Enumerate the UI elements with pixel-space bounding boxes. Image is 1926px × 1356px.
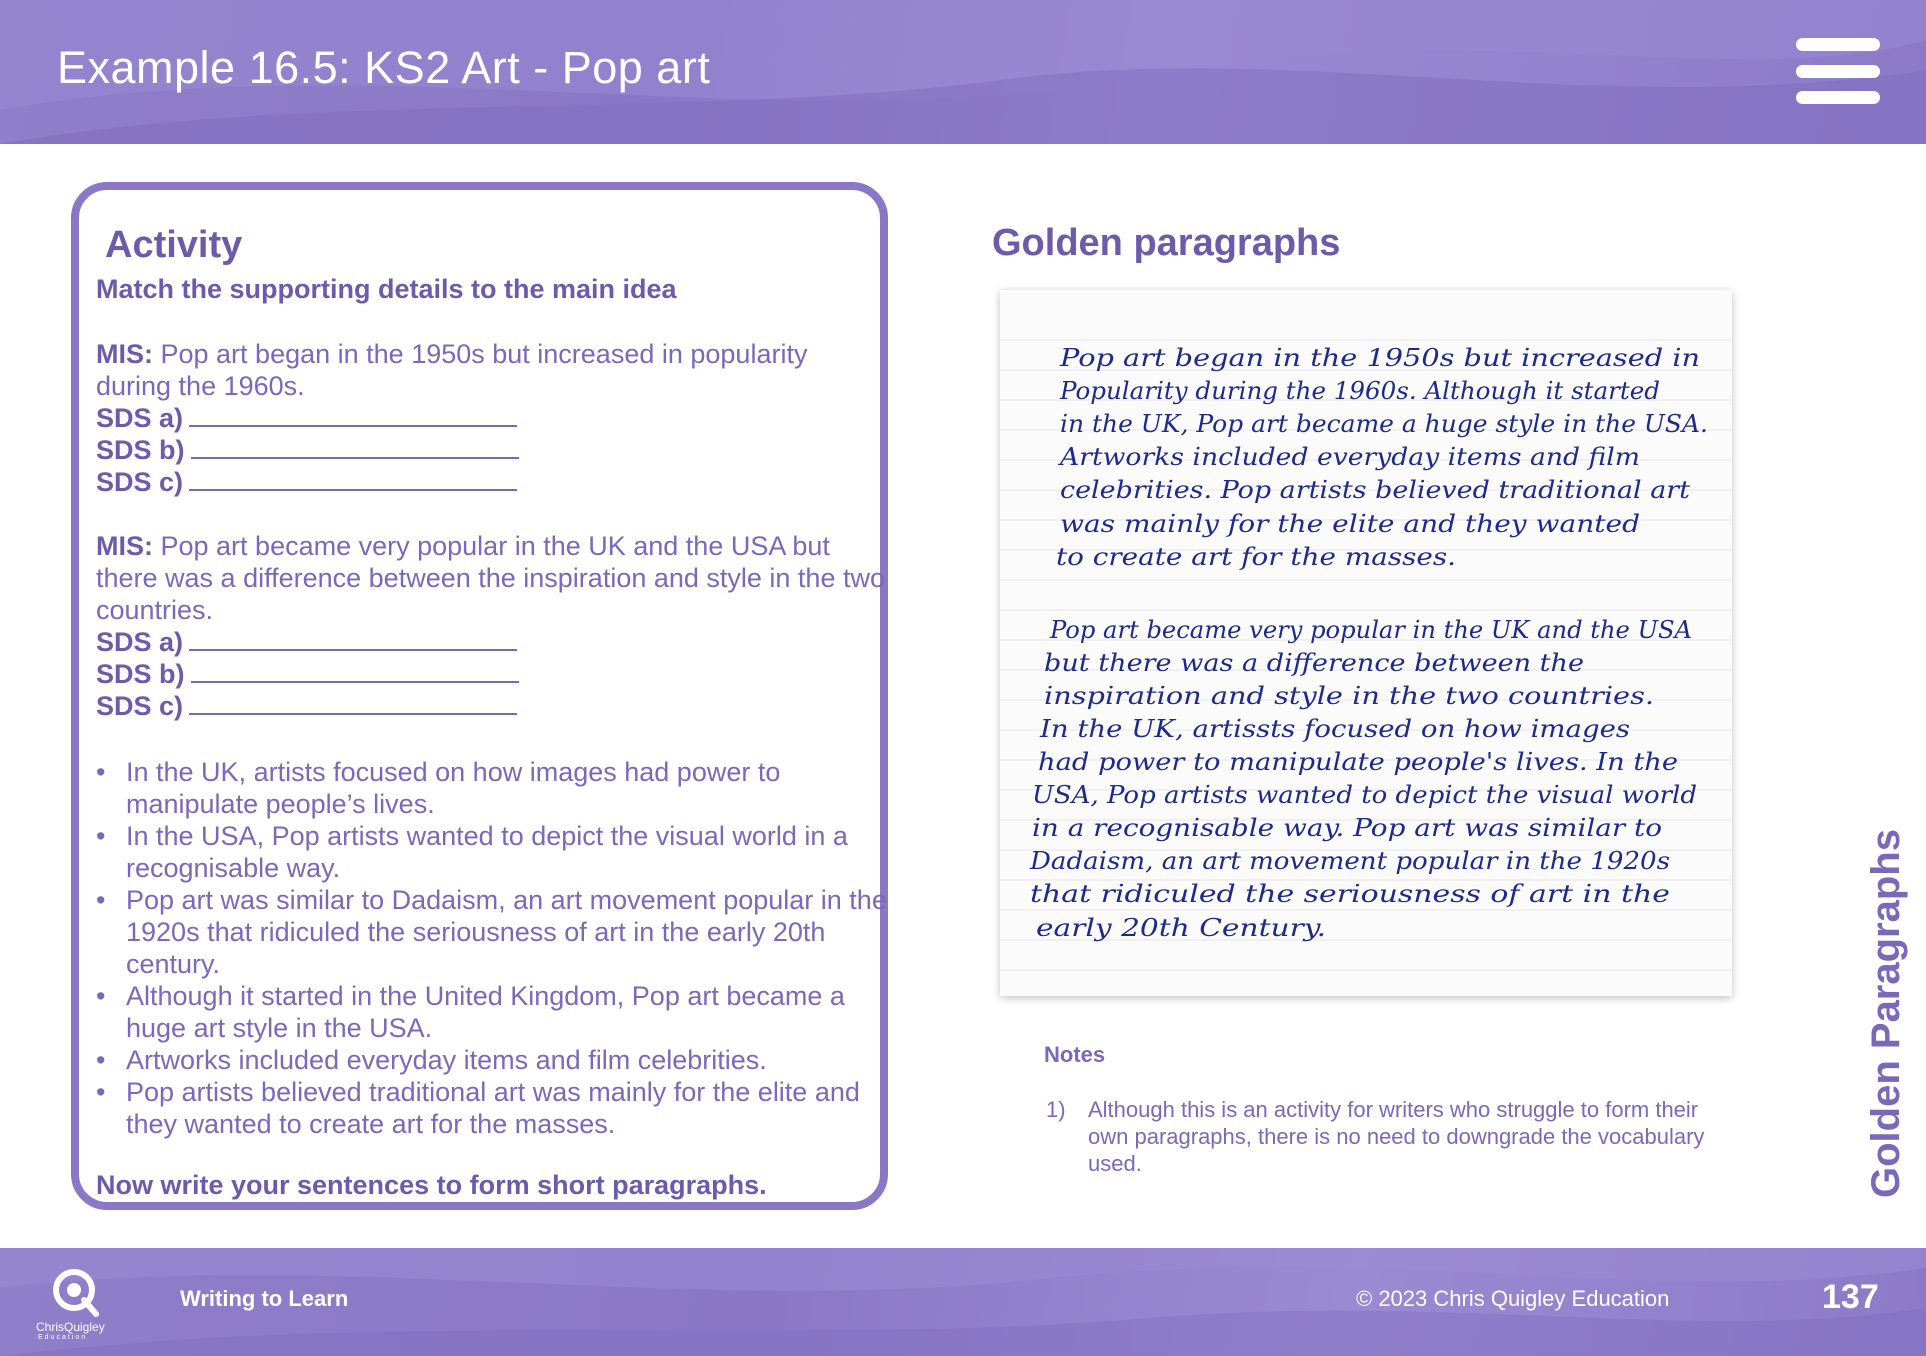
footer-bar: [0, 1248, 1926, 1356]
mis-text: Pop art became very popular in the UK and the USA but there was a difference between the inspiration and style in the two countries.: [96, 531, 885, 625]
final-instruction: Now write your sentences to form short paragraphs.: [96, 1170, 767, 1200]
footer-copyright: © 2023 Chris Quigley Education: [1356, 1286, 1670, 1311]
handwriting-line: Pop art began in the 1950s but increased in: [1058, 344, 1700, 372]
mis-block-1: [96, 338, 886, 498]
section-side-label: Golden Paragraphs: [1864, 829, 1908, 1198]
mis-label: MIS:: [96, 531, 153, 561]
sds-row: [96, 402, 886, 434]
footer-series-title: Writing to Learn: [180, 1286, 349, 1311]
handwriting-text: [1029, 344, 1708, 942]
bullet-icon: •: [96, 821, 106, 851]
sds-label: SDS c): [96, 691, 184, 721]
bullet-icon: •: [96, 885, 106, 915]
handwriting-line: Artworks included everyday items and film: [1057, 443, 1640, 471]
list-item-text: Artworks included everyday items and film celebrities.: [126, 1045, 767, 1075]
q-logo-icon: [34, 1264, 114, 1320]
sds-row: [96, 690, 886, 722]
list-item-text: Although it started in the United Kingdom, Pop art became a huge art style in the USA.: [126, 981, 845, 1043]
handwriting-line: had power to manipulate people's lives. In the: [1038, 748, 1678, 776]
logo-brand-sub: Education: [38, 1334, 88, 1341]
header-bar: [0, 0, 1926, 144]
handwriting-line: that ridiculed the seriousness of art in the: [1030, 880, 1670, 908]
handwriting-line: to create art for the masses.: [1056, 543, 1456, 571]
mis-block-2: [96, 530, 886, 722]
list-item: [96, 756, 896, 820]
golden-paragraphs-heading: Golden paragraphs: [992, 222, 1341, 264]
handwriting-line: Popularity during the 1960s. Although it started: [1058, 377, 1660, 405]
sds-answer-blank[interactable]: [191, 659, 519, 683]
sds-row: [96, 466, 886, 498]
page-number: 137: [1822, 1278, 1879, 1316]
page-title: Example 16.5: KS2 Art - Pop art: [57, 42, 711, 93]
list-item-text: Pop art was similar to Dadaism, an art movement popular in the 1920s that ridiculed the seriousness of art in the early 20th century.: [126, 885, 887, 979]
sds-answer-blank[interactable]: [189, 467, 517, 491]
handwritten-sample-image: [1000, 290, 1732, 996]
handwriting-line: Dadaism, an art movement popular in the 1920s: [1028, 847, 1670, 875]
handwriting-line: inspiration and style in the two countries.: [1044, 682, 1654, 710]
sds-answer-blank[interactable]: [189, 403, 517, 427]
chris-quigley-logo-icon: [34, 1264, 114, 1346]
notes-title: Notes: [1044, 1042, 1106, 1067]
handwriting-line: in a recognisable way. Pop art was similar to: [1032, 814, 1662, 842]
sds-answer-blank[interactable]: [189, 691, 517, 715]
handwriting-line: was mainly for the elite and they wanted: [1060, 510, 1640, 538]
handwritten-page: [1000, 290, 1732, 996]
list-item: [96, 884, 896, 980]
logo-brand-name: ChrisQuigley: [36, 1320, 105, 1334]
mis-statement: [96, 338, 886, 402]
sds-row: [96, 658, 886, 690]
handwriting-line: early 20th Century.: [1036, 914, 1326, 942]
bullet-icon: •: [96, 981, 106, 1011]
note-text: Although this is an activity for writers who struggle to form their own paragraphs, there is no need to downgrade the vocabulary used.: [1088, 1097, 1705, 1176]
note-number: 1): [1046, 1097, 1066, 1122]
list-item-text: Pop artists believed traditional art was mainly for the elite and they wanted to create art for the masses.: [126, 1077, 860, 1139]
sds-answer-blank[interactable]: [191, 435, 519, 459]
activity-title: Activity: [105, 224, 243, 266]
list-item-text: In the UK, artists focused on how images had power to manipulate people’s lives.: [126, 757, 781, 819]
menu-bar: [1796, 65, 1880, 78]
sds-row: [96, 626, 886, 658]
sds-row: [96, 434, 886, 466]
sds-label: SDS c): [96, 467, 184, 497]
handwriting-line: Pop art became very popular in the UK and the USA: [1048, 616, 1692, 644]
handwriting-line: in the UK, Pop art became a huge style in the USA.: [1060, 410, 1708, 438]
supporting-details-list: [96, 756, 896, 1140]
handwriting-line: In the UK, artissts focused on how images: [1038, 715, 1630, 743]
sds-answer-blank[interactable]: [189, 627, 517, 651]
list-item-text: In the USA, Pop artists wanted to depict the visual world in a recognisable way.: [126, 821, 848, 883]
sds-label: SDS a): [96, 627, 184, 657]
sds-label: SDS a): [96, 403, 184, 433]
handwriting-line: but there was a difference between the: [1044, 649, 1584, 677]
list-item: [96, 1076, 896, 1140]
activity-instruction: Match the supporting details to the main idea: [96, 274, 677, 304]
sds-label: SDS b): [96, 435, 185, 465]
handwriting-line: USA, Pop artists wanted to depict the visual world: [1032, 781, 1697, 809]
hamburger-menu-icon[interactable]: [1796, 38, 1880, 104]
bullet-icon: •: [96, 1077, 106, 1107]
list-item: [96, 980, 896, 1044]
bullet-icon: •: [96, 757, 106, 787]
menu-bar: [1796, 38, 1880, 51]
menu-bar: [1796, 91, 1880, 104]
list-item: [96, 820, 896, 884]
mis-label: MIS:: [96, 339, 153, 369]
handwriting-line: celebrities. Pop artists believed traditional art: [1060, 476, 1691, 504]
mis-statement: [96, 530, 886, 626]
sds-label: SDS b): [96, 659, 185, 689]
bullet-icon: •: [96, 1045, 106, 1075]
mis-text: Pop art began in the 1950s but increased in popularity during the 1960s.: [96, 339, 808, 401]
list-item: [96, 1044, 896, 1076]
